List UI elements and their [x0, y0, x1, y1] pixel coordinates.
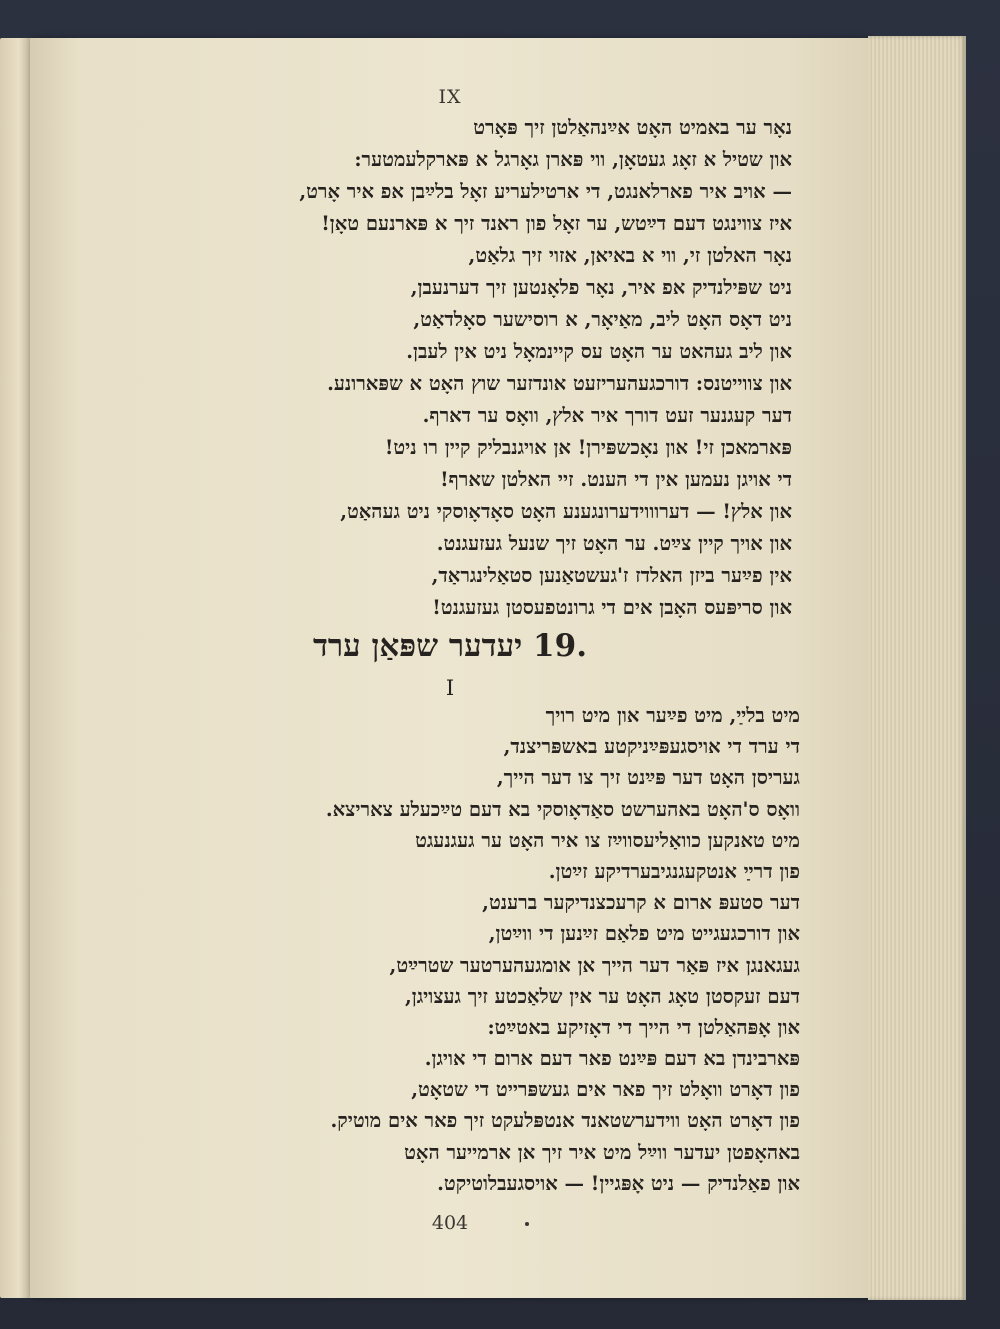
text-line: און אויך קיין צײַט. ער האָט זיך שנעל געזעגנט.	[436, 532, 792, 555]
text-line: די אויגן נעמען אין די הענט. זיי האלטן שארף!	[440, 468, 792, 491]
poem-text	[172, 700, 800, 1199]
text-line: און פאַלנדיק — ניט אָפּגיין! — אויסגעבלוטיקט.	[437, 1171, 800, 1195]
text-line: איז צווינגט דעם דײַטש, ער זאָל פון ראנד זיך א פּארנעם טאָן!	[321, 212, 792, 235]
text-line: און דורכגעגייט מיט פלאַם זײַנען די ווײַטן,	[488, 922, 800, 946]
text-line: פּארבינדן בא דעם פּײַנט פאר דעם ארום די אויגן.	[424, 1047, 800, 1071]
page-number: 404	[431, 1212, 469, 1234]
text-line: וואָס ס'האָט באהערשט סאַדאָוסקי בא דעם טײַכעלע צאריצא.	[325, 797, 800, 821]
text-line: מיט טאנקען כוואַליעסווײַז צו איר האָט ער געגנעגט	[415, 828, 800, 852]
text-line: דער סטעפּ ארום א קרעכצנדיקער ברענט,	[482, 891, 800, 915]
text-line: — אויב איר פארלאנגט, די ארטילעריע זאָל בלײַבן אפ איר אָרט,	[299, 180, 792, 203]
page-fore-edge	[868, 36, 966, 1300]
text-line: דעם זעקסטן טאָג האָט ער אין שלאַכטע זיך געצויגן,	[404, 984, 800, 1008]
text-line: פון דאָרט האָט ווידערשטאנד אנטפּלעקט זיך פאר אים מוטיק.	[330, 1109, 800, 1133]
text-line: אין פײַער ביזן האלדז ז'געשטאַנען סטאַלינגראַד,	[431, 564, 792, 587]
text-line: נאָר ער באמיט האָט אײַנהאַלטן זיך פּאָרט	[473, 116, 792, 139]
text-line: נאָר האלטן זי, ווי א באיאן, אזוי זיך גלאַט,	[468, 244, 792, 267]
part-number: I	[445, 676, 455, 700]
text-line: און אלץ! — דערוווידערונגענע האָט סאָדאָוסקי ניט געהאַט,	[340, 500, 792, 523]
text-line: דער קעגנער זעט דורך איר אלץ, וואָס ער דארף.	[422, 404, 792, 427]
text-line: ניט דאָס האָט ליב, מאַיאָר, א רוסישער סאָלדאַט,	[413, 308, 792, 331]
section-title: .19 יעדער שפּאַן ערד	[313, 628, 587, 664]
stanza-text	[172, 112, 792, 624]
text-line: פון דרײַ אנטקעגנגיבערדיקע זײַטן.	[548, 859, 800, 883]
text-line: מיט בלײַ, מיט פײַער און מיט רויך	[545, 704, 800, 727]
text-line: און צווייטנס: דורכגעהעריזעט אונדזער שוץ האָט א שפּארונע.	[327, 372, 792, 395]
text-line: געריסן האָט דער פּײַנט זיך צו דער הייך,	[496, 766, 800, 790]
text-line: די ערד די אויסגעפּײַניקטע באשפּריצנד,	[503, 735, 800, 759]
text-line: באהאָפטן יעדער ווײַל מיט איר זיך אן ארמייער האָט	[404, 1140, 800, 1164]
text-line: און אָפּהאַלטן די הייך די דאָזיקע באטײַט:	[487, 1015, 800, 1039]
text-line: און סריפּעס האָבן אים די גרונטפעסטן געזעגנט!	[432, 596, 792, 619]
text-line: און ליב געהאט ער האָט עס קיינמאָל ניט אין לעבן.	[406, 340, 792, 363]
page-header-roman: IX	[438, 86, 462, 108]
text-line: ניט שפּילנדיק אפ איר, נאָר פלאָנטען זיך דערנעבן,	[410, 276, 792, 299]
text-line: פון דאָרט וואָלט זיך פאר אים געשפּרייט די שטאָט,	[411, 1078, 800, 1102]
text-line: און שטיל א זאָג געטאָן, ווי פּארן גאָרגל א פּארקלעמטער:	[354, 148, 792, 171]
text-line: פּארמאכן זי! און נאָכשפּירן! אן אויגנבליק קיין רו ניט!	[384, 436, 792, 459]
printer-dot	[525, 1222, 529, 1226]
left-page-edge	[0, 38, 34, 1298]
text-line: געגאנגן איז פּאַר דער הייך אן אומגעהערטער שטרײַט,	[389, 953, 800, 977]
